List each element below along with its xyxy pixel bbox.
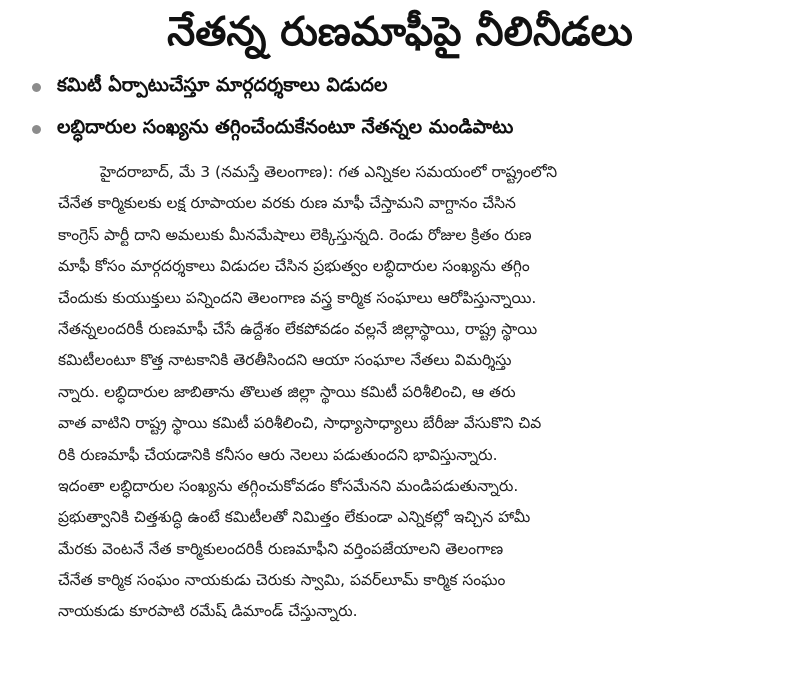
body-line: చేందుకు కుయుక్తులు పన్నిందని తెలంగాణ వస్త్ర కార్మిక సంఘాలు ఆరోపిస్తున్నాయి. (58, 288, 537, 307)
body-line: హైదరాబాద్, మే 3 (నమస్తే తెలంగాణ): గత ఎన్నికల సమయంలో రాష్ట్రంలోని (100, 163, 558, 181)
headline: నేతన్న రుణమాఫీపై నీలినీడలు (167, 9, 633, 55)
body-line: చేనేత కార్మిక సంఘం నాయకుడు చెరుకు స్వామి, పవర్‌లూమ్ కార్మిక సంఘం (58, 571, 506, 590)
subheading-item (32, 108, 772, 150)
subheading-text: కమిటీ ఏర్పాటుచేస్తూ మార్గదర్శకాలు విడుదల (57, 73, 388, 96)
body-line: మాఫీ కోసం మార్గదర్శకాలు విడుదల చేసిన ప్రభుత్వం లబ్ధిదారుల సంఖ్యను తగ్గిం (58, 257, 530, 276)
body-line: నేతన్నలందరికీ రుణమాఫీ చేసే ఉద్దేశం లేకపోవడం వల్లనే జిల్లాస్థాయి, రాష్ట్ర స్థాయి (58, 319, 538, 338)
body-line: నాయకుడు కూరపాటి రమేష్ డిమాండ్ చేస్తున్నారు. (58, 602, 358, 621)
article-body (58, 157, 748, 628)
bullet-dot-icon (32, 125, 41, 134)
body-line: ఇదంతా లబ్ధిదారుల సంఖ్యను తగ్గించుకోవడం కోసమేనని మండిపడుతున్నారు. (58, 476, 519, 495)
body-line: కాంగ్రెస్ పార్టీ దాని అమలుకు మీనమేషాలు లెక్కిస్తున్నది. రెండు రోజుల క్రితం రుణ (58, 225, 532, 244)
body-line: న్నారు. లబ్ధిదారుల జాబితాను తొలుత జిల్లా స్థాయి కమిటీ పరిశీలించి, ఆ తరు (58, 382, 516, 401)
body-line: కమిటీలంటూ కొత్త నాటకానికి తెరతీసిందని ఆయా సంఘాల నేతలు విమర్శిస్తు (58, 351, 512, 370)
body-line: రికి రుణమాఫీ చేయడానికి కనీసం ఆరు నెలలు పడుతుందని భావిస్తున్నారు. (58, 445, 498, 464)
bullet-dot-icon (32, 83, 41, 92)
subheading-text: లబ్ధిదారుల సంఖ్యను తగ్గించేందుకేనంటూ నేతన్నల మండిపాటు (57, 115, 514, 138)
body-line: వాత వాటిని రాష్ట్ర స్థాయి కమిటీ పరిశీలించి, సాధ్యాసాధ్యాలు బేరీజు వేసుకొని చివ (58, 414, 542, 433)
body-line: చేనేత కార్మికులకు లక్ష రూపాయల వరకు రుణ మాఫీ చేస్తామని వాగ్దానం చేసిన (58, 194, 516, 213)
subheading-item (32, 66, 772, 108)
subheading-list (32, 66, 772, 150)
body-line: మేరకు వెంటనే నేత కార్మికులందరికీ రుణమాఫీని వర్తింపజేయాలని తెలంగాణ (58, 539, 504, 558)
body-line: ప్రభుత్వానికి చిత్తశుద్ధి ఉంటే కమిటీలతో నిమిత్తం లేకుండా ఎన్నికల్లో ఇచ్చిన హామీ (58, 508, 531, 527)
